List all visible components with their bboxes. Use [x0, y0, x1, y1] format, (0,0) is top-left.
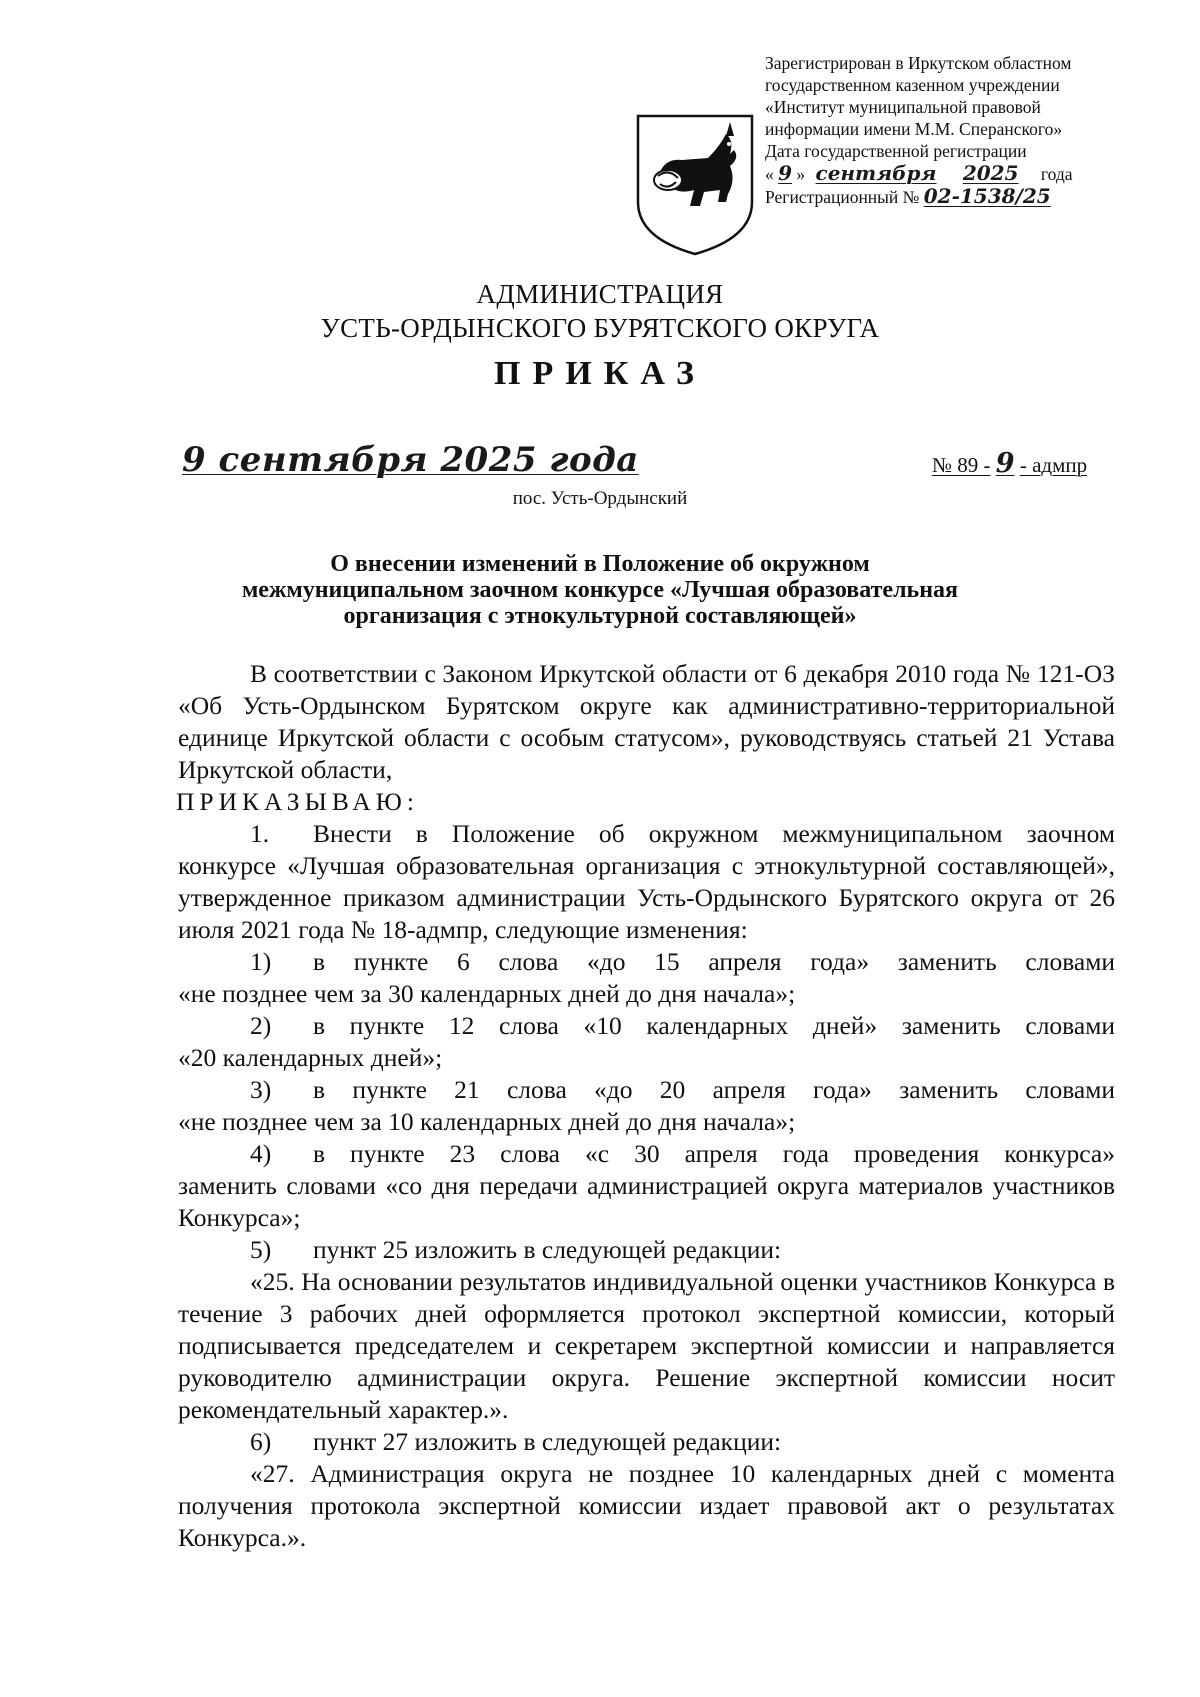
order-body: В соответствии с Законом Иркутской области от 6 декабря 2010 года № 121-ОЗ «Об Усть-Ордынском Бурятском округе как административно-территориальной единице Иркутской области с особым статусом», руководствуясь статьей 21 Устава Иркутской области, ПРИКАЗЫВАЮ: 1. Внести в Положение об окружном межмуниципальном заочном конкурсе «Лучшая образовательная организация с этнокультурной составляющей», утвержденное приказом администрации Усть-Ордынского Бурятского округа от 26 июля 2021 года № 18-адмпр, следующие изменения: 1) в пункте 6 слова «до 15 апреля года» заменить словами «не позднее чем за 30 календарных дней до дня начала»; 2) в пункте 12 слова «10 календарных дней» заменить словами «20 календарных дней»; 3) в пункте 21 слова «до 20 апреля года» заменить словами «не позднее чем за 10 календарных дней до дня начала»; 4) в пункте 23 слова «с 30 апреля года проведения конкурса» заменить словами «со дня передачи администрацией округа материалов участников Конкурса»; 5) пункт 25 изложить в следующей редакции: «25. На основании результатов индивидуальной оценки участников Конкурса в течение 3 рабочих дней оформляется протокол экспертной комиссии, который подписывается председателем и секретарем экспертной комиссии и направляется руководителю администрации округа. Решение экспертной комиссии носит рекомендательный характер.». 6) пункт 27 изложить в следующей редакции: «27. Администрация округа не позднее 10 календарных дней с момента получения протокола экспертной комиссии издает правовой акт о результатах Конкурса.». [176, 659, 1115, 1552]
order-number: № 89 - 9 - адмпр [932, 448, 1088, 479]
registration-number: 02-1538/25 [923, 184, 1051, 208]
registration-line: государственном казенном учреждении [765, 75, 1060, 95]
list-item: 2) в пункте 12 слова «10 календарных дней» заменить словами [250, 1011, 1115, 1040]
registration-line: Зарегистрирован в Иркутском областном [765, 53, 1072, 73]
admin-title-line2: УСТЬ-ОРДЫНСКОГО БУРЯТСКОГО ОКРУГА [320, 313, 880, 343]
registration-date: « 9 » сентября 2025 года [765, 161, 1073, 185]
list-item: 5) пункт 25 изложить в следующей редакции: [250, 1235, 782, 1264]
list-item: 3) в пункте 21 слова «до 20 апреля года» заменить словами [250, 1075, 1115, 1104]
admin-title-line1: АДМИНИСТРАЦИЯ [476, 279, 724, 309]
quote-27: «27. Администрация округа не позднее 10 календарных дней с момента получения протокола экспертной комиссии издает правовой акт о результатах Конкурса.». [178, 1459, 1115, 1552]
order-place: пос. Усть-Ордынский [512, 488, 688, 509]
quote-25: «25. На основании результатов индивидуальной оценки участников Конкурса в течение 3 рабочих дней оформляется протокол экспертной комиссии, который подписывается председателем и секретарем экспертной комиссии и направляется руководителю администрации округа. Решение экспертной комиссии носит рекомендательный характер.». [178, 1267, 1115, 1424]
order-word: ПРИКАЗЫВАЮ: [176, 787, 419, 816]
registration-day: 9 [778, 161, 793, 185]
registration-month: сентября [815, 161, 937, 185]
registration-number-line: Регистрационный № 02-1538/25 [765, 184, 1051, 208]
list-item: 1. Внести в Положение об окружном межмуниципальном заочном [250, 819, 1115, 848]
coat-of-arms-icon [630, 110, 760, 260]
registration-line: Дата государственной регистрации [765, 141, 1027, 161]
registration-year: 2025 [962, 161, 1019, 185]
list-item: 4) в пункте 23 слова «с 30 апреля года проведения конкурса» [250, 1139, 1115, 1168]
order-subject: О внесении изменений в Положение об окружном межмуниципальном заочном конкурсе «Лучшая образовательная организация с этнокультурной составляющей» [241, 551, 959, 629]
registration-line: информации имени М.М. Сперанского» [765, 119, 1063, 139]
registration-stamp [765, 52, 1145, 208]
document-type: ПРИКАЗ [494, 355, 706, 392]
list-item: 1) в пункте 6 слова «до 15 апреля года» заменить словами [250, 947, 1115, 976]
order-number-value: 9 [995, 448, 1015, 479]
registration-line: «Институт муниципальной правовой [765, 97, 1041, 117]
order-date: 9 сентября 2025 года [182, 440, 639, 480]
list-item: 6) пункт 27 изложить в следующей редакции: [250, 1427, 782, 1456]
preamble: В соответствии с Законом Иркутской области от 6 декабря 2010 года № 121-ОЗ «Об Усть-Ордынском Бурятском округе как административно-территориальной единице Иркутской области с особым статусом», руководствуясь статьей 21 Устава Иркутской области, [178, 659, 1115, 784]
